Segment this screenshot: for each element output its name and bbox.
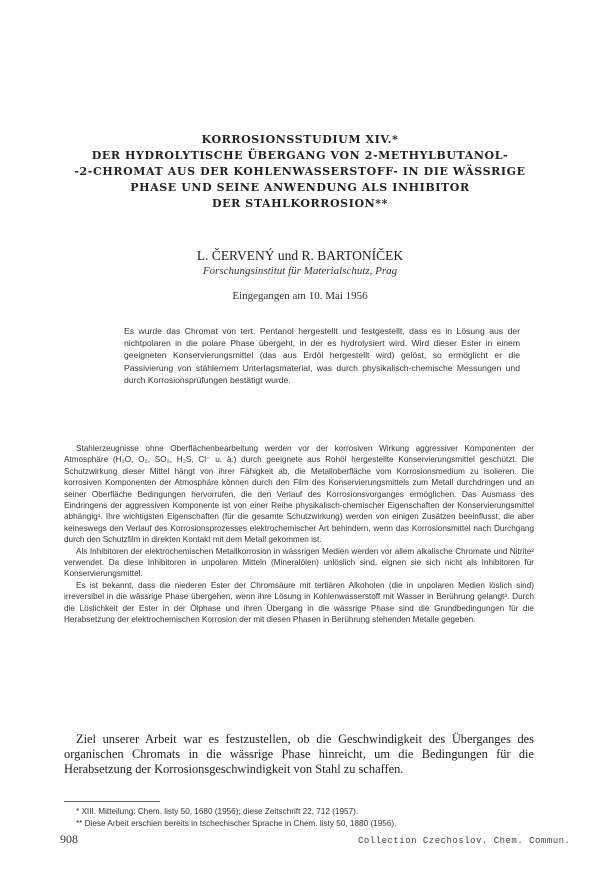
body-paragraph: Stahlerzeugnisse ohne Oberflächenbearbeitung werden vor der korrosiven Wirkung aggressiver Komponenten der Atmosphäre (H₂O, O₂, SO₂, H₂S, Cl⁻ u. ä.) durch geeignete aus Rohöl hergestellte Konservierungsmittel geschützt. Die Schutzwirkung dieser Mittel hängt von ihrer Fähigkeit ab, die Metalloberfläche vom Korrosionsmedium zu isolieren. Die korrosiven Komponenten der Atmosphäre können durch den Film des Konservierungsmittels zum Metall durchdringen und an seiner Oberfläche Bedingungen hervorrufen, die den Verlauf des Korrosionsvorganges ermöglichen. Das Ausmass des Eindringens der aggressiven Komponente ist von einer Reihe physikalisch-chemischer Eigenschaften der Konservierungsmittel abhängig¹. Ihre wichtigsten Eigenschaften (für die gesamte Schutzwirkung) werden von einigen Zusätzen beeinflusst, die aber keineswegs den Verlauf des Korrosionsprozesses elektrochemischer Art behindern, wenn das Korrosionsmittel nach Durchgang durch den Schutzfilm in direkten Kontakt mit dem Metall gekommen ist. (64, 444, 534, 545)
affiliation: Forschungsinstitut für Materialschutz, Prag (202, 265, 398, 277)
body-paragraph: Es ist bekannt, dass die niederen Ester der Chromsäure mit tertiären Alkoholen (die in unpolaren Medien löslich sind) irreversibel in die wässrige Phase übergehen, wenn ihre Lösung in Kohlenwasserstoff mit Wasser in Berührung gelangt³. Durch die Löslichkeit der Ester in der Ölphase und ihren Übergang in die wässrige Phase sind die Grundbedingungen für die Herabsetzung der elektrochemischen Korrosion der mit diesen Phasen in Berührung stehenden Metalle gegeben. (64, 580, 534, 625)
abstract: Es wurde das Chromat von tert. Pentanol hergestellt und festgestellt, dass es in Lösung aus der nichtpolaren in die polare Phase übergeht, in der es hydrolysiert wird. Wird dieser Ester in einem geeigneten Konservierungsmittel (das aus Erdöl hergestellt wird) gelöst, so ermöglicht er die Passivierung von stählernem Unterlagsmaterial, was durch physikalisch-chemische Messungen und durch Korrosionsprüfungen bestätigt wurde. (124, 326, 520, 385)
aim-paragraph: Ziel unserer Arbeit war es festzustellen, ob die Geschwindigkeit des Überganges des organischen Chromats in die wässrige Phase hinreicht, um die Bedingungen für die Herabsetzung der Korrosionsgeschwindigkeit von Stahl zu schaffen. (64, 732, 534, 777)
body-text (64, 443, 534, 626)
title-line: DER STAHLKORROSION** (211, 197, 389, 210)
footnote-rule (64, 801, 160, 802)
journal-name: Collection Czechoslov. Chem. Commun. (358, 836, 571, 846)
title-line: DER HYDROLYTISCHE ÜBERGANG VON 2-METHYLBUTANOL- (91, 149, 509, 162)
title-line: -2-CHROMAT AUS DER KOHLENWASSERSTOFF- IN DIE WÄSSRIGE (74, 165, 526, 178)
authors: L. ČERVENÝ und R. BARTONÍČEK (196, 248, 404, 263)
body-paragraph: Als Inhibitoren der elektrochemischen Metallkorrosion in wässrigen Medien werden vor allem alkalische Chromate und Nitrite² verwendet. Da diese Inhibitoren in unpolaren Mitteln (Mineralölen) unlöslich sind, eignen sie sich nicht als Inhibitoren für Konservierungsmittel. (64, 546, 534, 579)
page-number: 908 (60, 832, 78, 846)
received-date: Eingegangen am 10. Mai 1956 (232, 290, 368, 302)
article-title (70, 132, 530, 212)
title-line: KORROSIONSSTUDIUM XIV.* (201, 133, 399, 146)
title-line: PHASE UND SEINE ANWENDUNG ALS INHIBITOR (130, 181, 470, 194)
footnote: ** Diese Arbeit erschien bereits in tschechischer Sprache in Chem. listy 50, 1880 (1956). (76, 819, 397, 828)
footnote: * XIII. Mitteilung: Chem. listy 50, 1680 (1956); diese Zeitschrift 22, 712 (1957). (76, 807, 359, 816)
footnotes (64, 806, 534, 830)
